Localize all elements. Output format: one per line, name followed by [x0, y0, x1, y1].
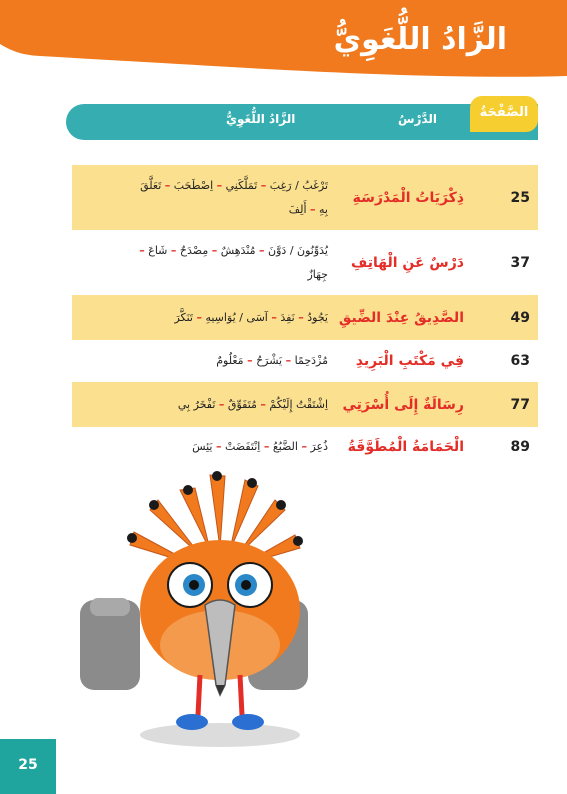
- row-lesson-title: رِسَالَةٌ إِلَى أُسْرَتِي: [342, 396, 464, 413]
- footer-page-number-box: [0, 739, 56, 794]
- row-vocab-list: اِشْتَقْتُ إِلَيْكُمْ – مُتَفَوِّقٌ – تَفْخَرُ بِي: [177, 397, 328, 411]
- column-header-lesson: الدَّرْسُ: [398, 112, 438, 126]
- row-lesson-title: دَرْسٌ عَنِ الْهَاتِفِ: [351, 254, 464, 271]
- vocab-table: [72, 165, 538, 467]
- table-row: [72, 230, 538, 295]
- row-page-number: 25: [510, 189, 530, 206]
- column-header-vocab: الزَّادُ اللُّغَوِيُّ: [226, 112, 296, 126]
- table-row: [72, 340, 538, 382]
- row-vocab-list: مُزْدَحِمًا – يَشْرَحُ – مَعْلُومٌ: [216, 354, 328, 367]
- row-lesson-title: الْحَمَامَةُ الْمُطَوَّقَةُ: [347, 439, 464, 455]
- table-row: [72, 165, 538, 230]
- row-vocab-list: يَجُودُ – نَفِدَ – آسَى / يُوَاسِيهِ – تَنَكَّرَ: [174, 310, 328, 324]
- row-lesson-title: فِي مَكْتَبِ الْبَرِيدِ: [355, 353, 464, 369]
- table-row: [72, 427, 538, 467]
- table-row: [72, 382, 538, 427]
- hoopoe-bird-dumbbell-icon: [60, 470, 380, 750]
- column-header-page: الصَّفْحَةُ: [479, 105, 529, 120]
- row-lesson-title: الصَّدِيقُ عِنْدَ الضِّيقِ: [338, 309, 464, 326]
- column-header-page-tab: [470, 96, 538, 132]
- row-vocab-list: تَرْغَبُ / رَغِبَ – تَمَلَّكَنِي – اِصْطَحَبَ – تَعَلَّقَ بِهِ – أَلِفَ: [140, 178, 328, 216]
- row-vocab-list: ذُعِرَ – الضَّبُعُ – اِنْتَفَضَتْ – يَئِسَ: [192, 440, 328, 453]
- table-row: [72, 295, 538, 340]
- page-title: الزَّادُ اللُّغَوِيُّ: [333, 22, 507, 57]
- row-page-number: 49: [510, 309, 530, 326]
- row-lesson-title: ذِكْرَيَاتُ الْمَدْرَسَةِ: [352, 189, 464, 206]
- row-page-number: 89: [510, 439, 530, 455]
- row-page-number: 37: [510, 254, 530, 271]
- row-page-number: 77: [510, 396, 530, 413]
- row-page-number: 63: [510, 353, 530, 369]
- row-vocab-list: يُدَوِّنُونَ / دَوَّنَ – مُنْدَهِشٌ – مِصْدَحٌ – شَاعَ – جِهَازٌ: [139, 243, 328, 281]
- footer-page-number: 25: [18, 757, 38, 773]
- table-header-bar: [66, 104, 538, 140]
